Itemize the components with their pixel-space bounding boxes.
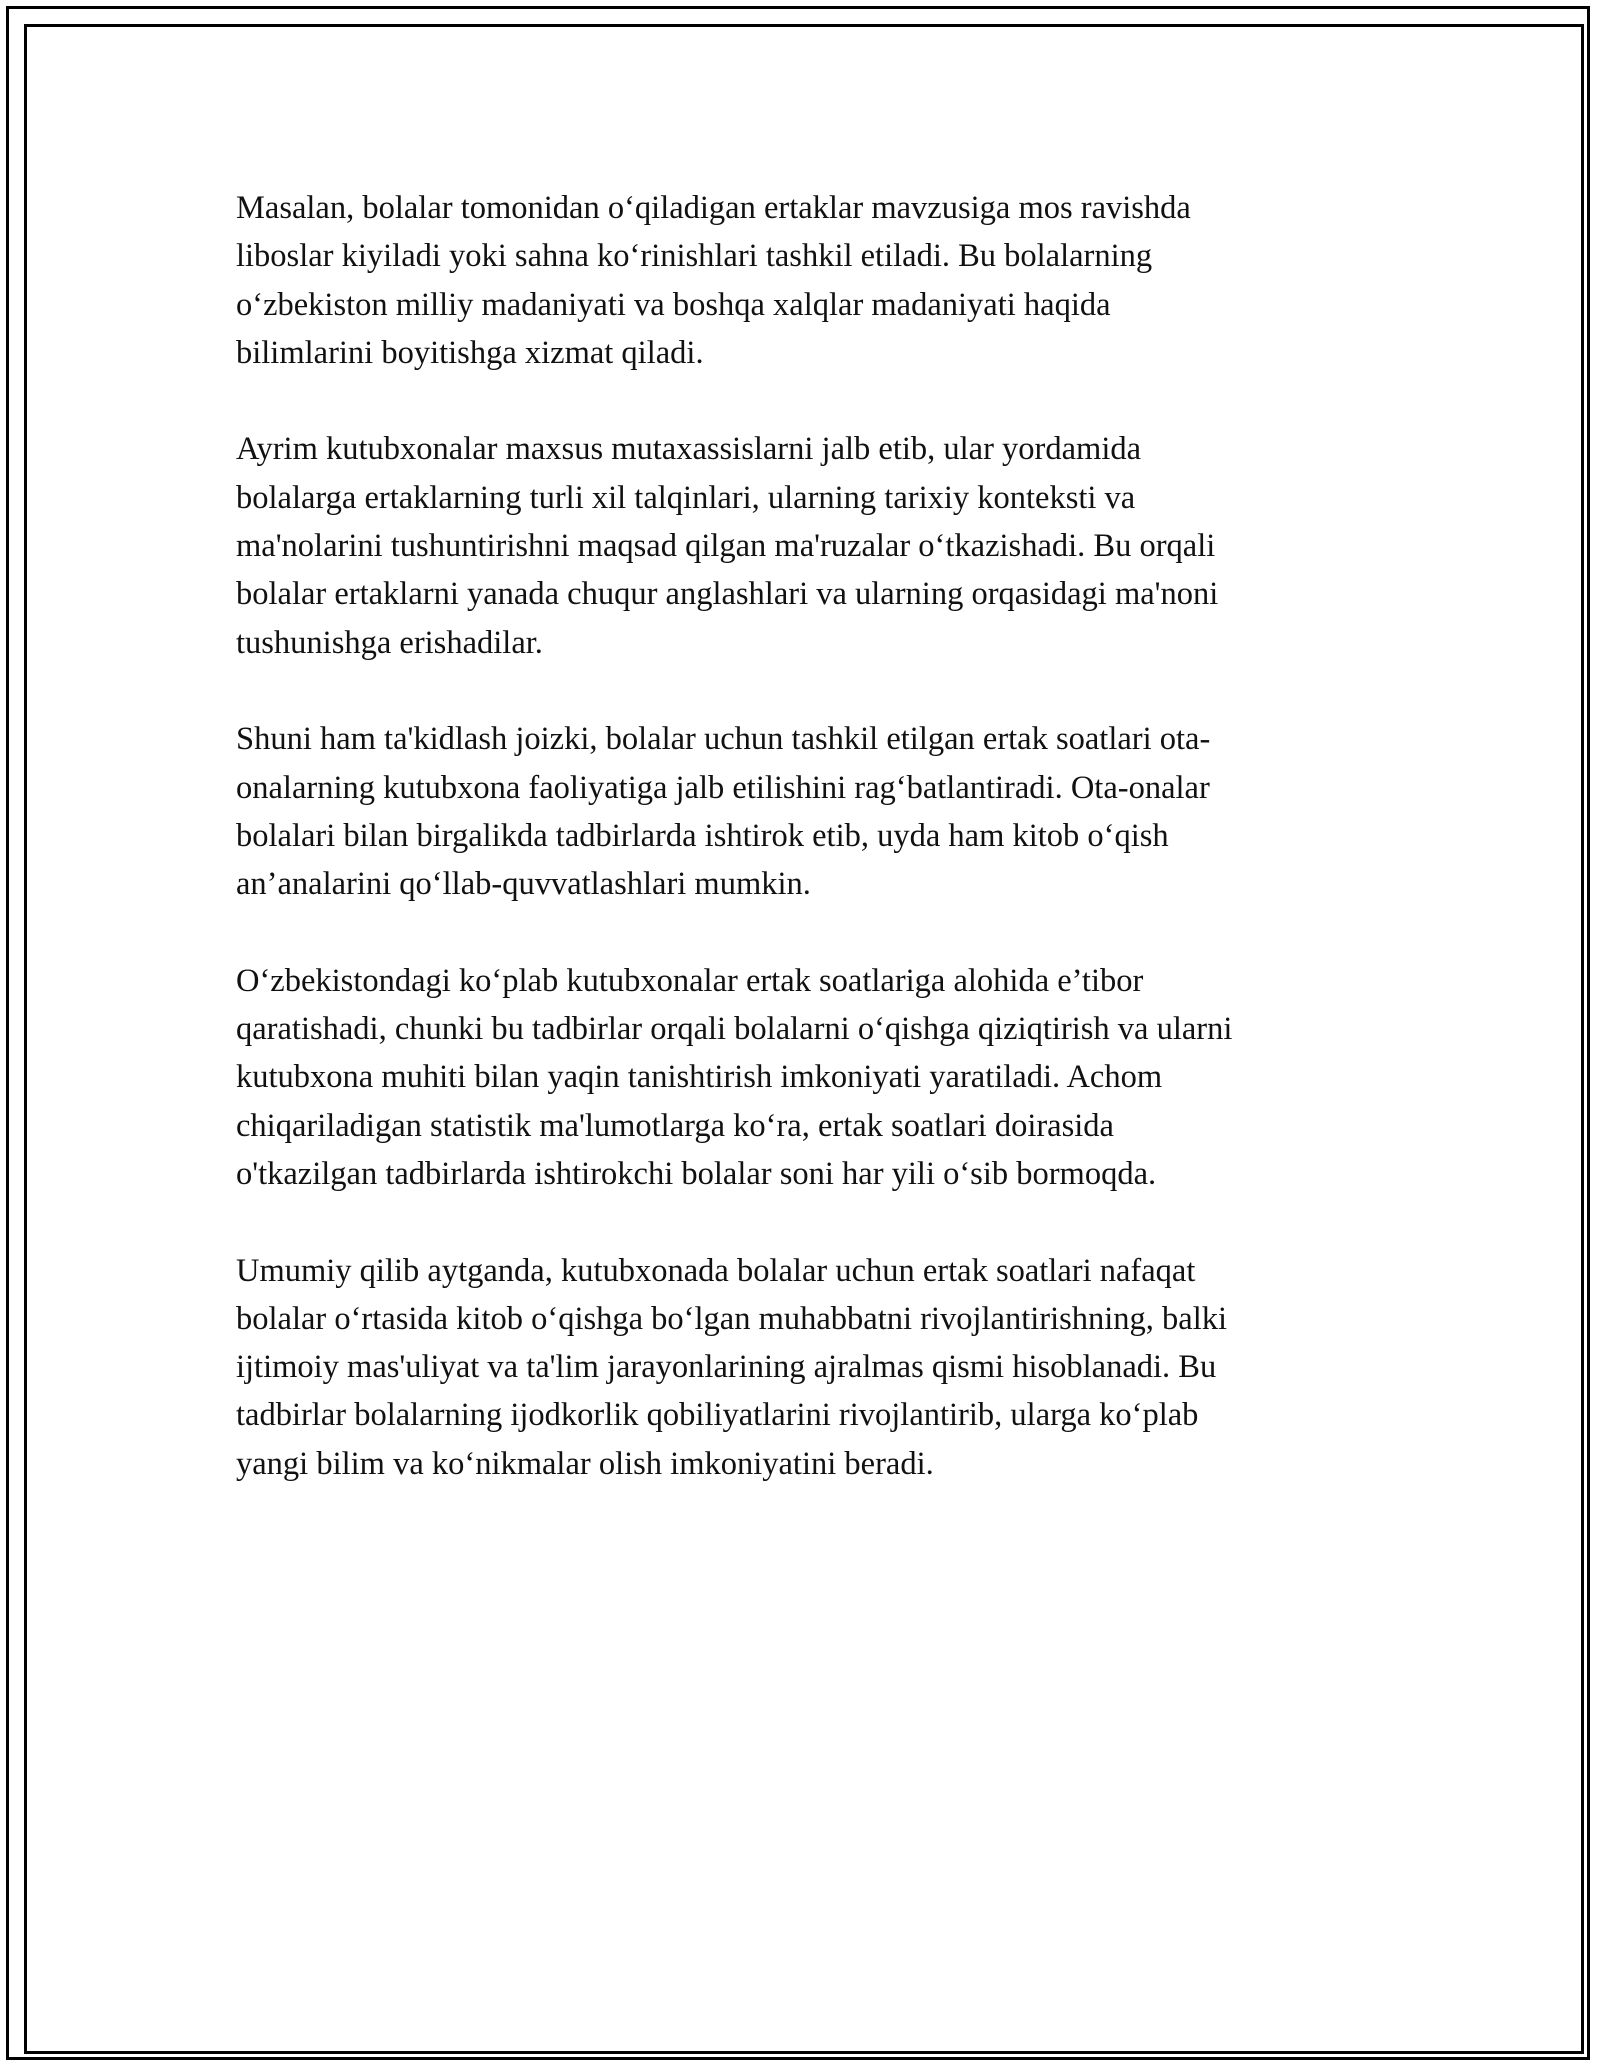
text-line: bolalarga ertaklarning turli xil talqinlari, ularning tarixiy konteksti va (236, 479, 1136, 516)
text-line: bolalar ertaklarni yanada chuqur anglashlari va ularning orqasidagi ma'noni (236, 576, 1219, 613)
text-line: liboslar kiyiladi yoki sahna ko‘rinishlari tashkil etiladi. Bu bolalarning (236, 238, 1153, 275)
text-line: Umumiy qilib aytganda, kutubxonada bolalar uchun ertak soatlari nafaqat (236, 1252, 1196, 1289)
document-body (236, 184, 1376, 1536)
text-line: ijtimoiy mas'uliyat va ta'lim jarayonlarining ajralmas qismi hisoblanadi. Bu (236, 1349, 1217, 1386)
text-line: Masalan, bolalar tomonidan o‘qiladigan ertaklar mavzusiga mos ravishda (236, 190, 1191, 226)
text-line: bilimlarini boyitishga xizmat qiladi. (236, 334, 704, 371)
text-line: bolalar o‘rtasida kitob o‘qishga bo‘lgan muhabbatni rivojlantirishning, balki (236, 1300, 1228, 1337)
text-line: bolalari bilan birgalikda tadbirlarda ishtirok etib, uyda ham kitob o‘qish (236, 817, 1169, 854)
text-line: Ayrim kutubxonalar maxsus mutaxassislarni jalb etib, ular yordamida (236, 431, 1142, 468)
text-line: kutubxona muhiti bilan yaqin tanishtirish imkoniyati yaratiladi. Achom (236, 1059, 1163, 1096)
paragraph-3 (236, 715, 1376, 908)
text-line: o'tkazilgan tadbirlarda ishtirokchi bolalar soni har yili o‘sib bormoqda. (236, 1155, 1157, 1192)
text-line: ma'nolarini tushuntirishni maqsad qilgan ma'ruzalar o‘tkazishadi. Bu orqali (236, 528, 1216, 565)
paragraph-1 (236, 184, 1376, 377)
paragraph-2 (236, 425, 1376, 666)
text-line: onalarning kutubxona faoliyatiga jalb etilishini rag‘batlantiradi. Ota-onalar (236, 769, 1210, 806)
paragraph-5 (236, 1247, 1376, 1488)
text-line: chiqariladigan statistik ma'lumotlarga ko‘ra, ertak soatlari doirasida (236, 1107, 1114, 1144)
text-line: qaratishadi, chunki bu tadbirlar orqali bolalarni o‘qishga qiziqtirish va ularni (236, 1011, 1233, 1048)
text-line: an’analarini qo‘llab-quvvatlashlari mumkin. (236, 866, 811, 903)
text-line: o‘zbekiston milliy madaniyati va boshqa xalqlar madaniyati haqida (236, 286, 1111, 323)
text-line: O‘zbekistondagi ko‘plab kutubxonalar ertak soatlariga alohida e’tibor (236, 962, 1144, 999)
text-line: tushunishga erishadilar. (236, 624, 543, 661)
text-line: Shuni ham ta'kidlash joizki, bolalar uchun tashkil etilgan ertak soatlari ota- (236, 721, 1211, 758)
text-line: yangi bilim va ko‘nikmalar olish imkoniyatini beradi. (236, 1445, 934, 1482)
text-line: tadbirlar bolalarning ijodkorlik qobiliyatlarini rivojlantirib, ularga ko‘plab (236, 1397, 1199, 1434)
paragraph-4 (236, 957, 1376, 1198)
